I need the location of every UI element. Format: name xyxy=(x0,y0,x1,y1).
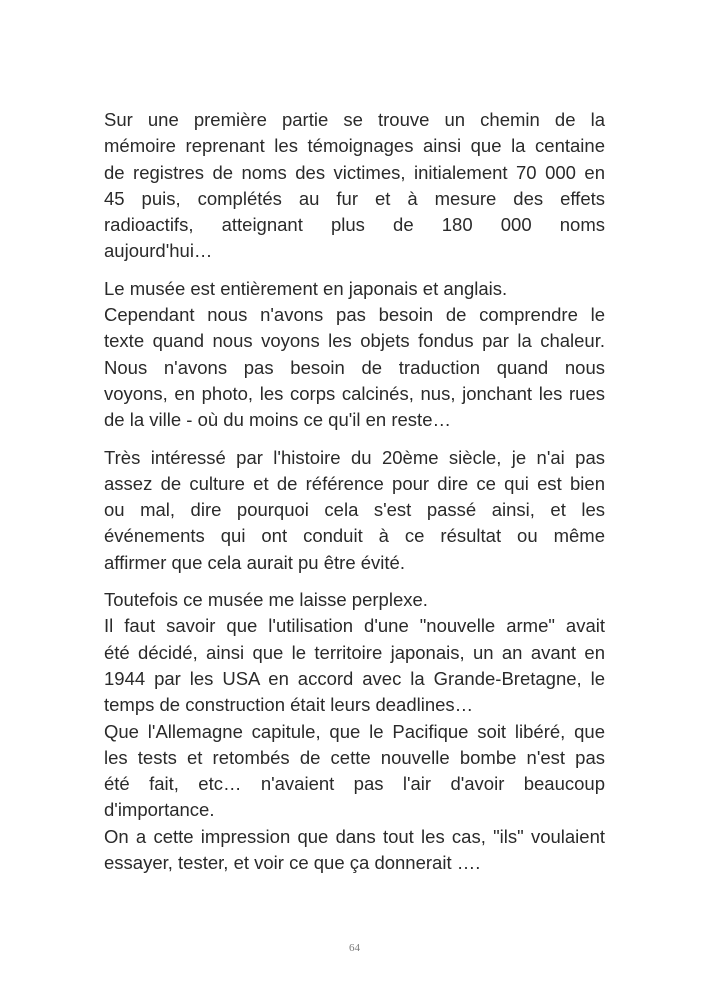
text-line: Très intéressé par l'histoire du 20ème siècle, je n'ai pas xyxy=(104,446,605,468)
text-line: été décidé, ainsi que le territoire japonais, un an avant en xyxy=(104,641,605,663)
text-line: aujourd'hui… xyxy=(104,240,213,262)
text-line: temps de construction était leurs deadlines… xyxy=(104,694,474,716)
text-line: texte quand nous voyons les objets fondus par la chaleur. xyxy=(104,330,605,352)
text-line: mémoire reprenant les témoignages ainsi que la centaine xyxy=(104,135,605,157)
page-number: 64 xyxy=(349,942,360,954)
paragraph xyxy=(104,107,605,265)
text-line: 1944 par les USA en accord avec la Grande-Bretagne, le xyxy=(104,667,605,689)
paragraph xyxy=(104,276,605,434)
text-line: Sur une première partie se trouve un chemin de la xyxy=(104,109,605,130)
text-line: Toutefois ce musée me laisse perplexe. xyxy=(104,589,428,611)
text-line: Cependant nous n'avons pas besoin de comprendre le xyxy=(104,304,605,326)
paragraph xyxy=(104,445,605,576)
text-line: Le musée est entièrement en japonais et anglais. xyxy=(104,277,508,299)
text-line: Nous n'avons pas besoin de traduction quand nous xyxy=(104,356,605,378)
text-line: été fait, etc… n'avaient pas l'air d'avoir beaucoup xyxy=(104,773,605,795)
text-line: les tests et retombés de cette nouvelle bombe n'est pas xyxy=(104,746,605,768)
text-line: d'importance. xyxy=(104,799,215,821)
body-text xyxy=(104,107,605,887)
text-line: de registres de noms des victimes, initialement 70 000 en xyxy=(104,161,605,183)
paragraph xyxy=(104,587,605,876)
text-line: 45 puis, complétés au fur et à mesure des effets xyxy=(104,187,605,209)
text-line: Il faut savoir que l'utilisation d'une "nouvelle arme" avait xyxy=(104,615,605,637)
text-line: assez de culture et de référence pour dire ce qui est bien xyxy=(104,472,605,494)
text-line: On a cette impression que dans tout les cas, "ils" voulaient xyxy=(104,825,605,847)
text-line: Que l'Allemagne capitule, que le Pacifique soit libéré, que xyxy=(104,720,605,742)
text-line: essayer, tester, et voir ce que ça donnerait …. xyxy=(104,852,481,874)
text-line: radioactifs, atteignant plus de 180 000 noms xyxy=(104,214,605,236)
text-line: de la ville - où du moins ce qu'il en reste… xyxy=(104,409,451,431)
text-line: affirmer que cela aurait pu être évité. xyxy=(104,551,405,573)
text-line: événements qui ont conduit à ce résultat ou même xyxy=(104,525,605,547)
text-line: ou mal, dire pourquoi cela s'est passé ainsi, et les xyxy=(104,499,605,521)
text-line: voyons, en photo, les corps calcinés, nus, jonchant les rues xyxy=(104,382,605,404)
